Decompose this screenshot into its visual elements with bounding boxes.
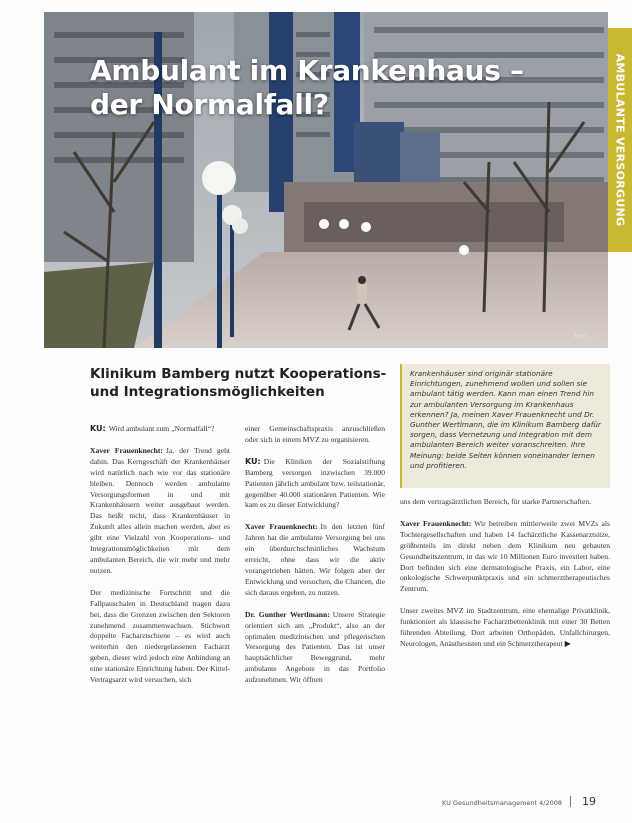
- intro-box: [400, 364, 610, 488]
- question-paragraph: [90, 424, 230, 435]
- text-column-2: [245, 424, 385, 784]
- continue-arrow-icon: ▶: [564, 638, 571, 648]
- article-subheading: [90, 365, 390, 401]
- footer-divider: [570, 796, 571, 807]
- subhead-line-2: und Integrationsmöglichkeiten: [90, 384, 325, 400]
- body-paragraph: Der medizinische Fortschritt und die Fallpauschalen in Deutschland tragen dazu bei, dass die Grenzen zwischen den Sektoren zunehmend zusammenwachsen. Stichwort doppelte Facharztschiene – es wird auch weiterhin den niedergelassenen Facharzt geben, dieser wird jedoch eine Anbindung an eine stationäre Einrichtung haben. Der Kittel-Vertragsarzt wird versuchen, sich: [90, 587, 230, 685]
- text-column-1: [90, 424, 230, 784]
- answer-paragraph: [245, 522, 385, 598]
- photo-credit: Foto: ...: [573, 333, 596, 340]
- subhead-line-1: Klinikum Bamberg nutzt Kooperations-: [90, 366, 387, 382]
- question-text: Die Kliniken der Sozialstiftung Bamberg versorgen inzwischen 39.000 Patienten jährlich ambulant bzw. teilstationär, gegenüber 40.000 stationären Patienten. Wie kam es zu dieser Entwicklung?: [245, 456, 385, 510]
- question-text: Wird ambulant zum „Normalfall“?: [108, 424, 215, 433]
- interviewer-label: KU:: [90, 424, 106, 433]
- interviewer-label: KU:: [245, 456, 261, 466]
- answer-paragraph: [90, 446, 230, 577]
- title-line-2: der Normalfall?: [90, 88, 329, 121]
- speaker-name: Dr. Gunther Wertlmann:: [245, 609, 330, 619]
- answer-text: Ja, der Trend geht dahin. Das Kerngeschäft der Krankenhäuser wird natürlich nach wie vor das stationäre bleiben. Dennoch werden ambulante Versorgungsformen in und mit Krankenhäusern weiter ausgebaut werden. Das heißt nicht, dass Krankenhäuser in Zukunft alles allein machen werden, aber es gibt eine Vielzahl von Kooperations- und Integrationsmöglichkeiten mit dem ambulanten Bereich, die wir mehr und mehr nutzen.: [90, 445, 230, 575]
- answer-paragraph: [245, 610, 385, 686]
- answer-text: Unsere Strategie orientiert sich am „Produkt“, also an der optimalen medizinischen und pflegerischen Versorgung des Patienten. Das ist unser hauptsächlicher Beweggrund, mehr ambulante Angebote in das Portfolio aufzunehmen. Wir öffnen: [245, 609, 385, 685]
- body-paragraph: uns dem vertragsärztlichen Bereich, für starke Partnerschaften.: [400, 497, 592, 506]
- body-text: Unser zweites MVZ im Stadtzentrum, eine ehemalige Privatklinik, funktioniert als klassische Facharztbettenklinik mit einer 30 Betten führenden Abteilung. Dort arbeiten Orthopäden, Unfallchirurgen, Neurologen, Anästhesisten und ein Schmerztherapeut: [400, 606, 610, 648]
- publication-source: KU Gesundheitsmanagement 4/2008: [442, 799, 563, 807]
- answer-text: In den letzten fünf Jahren hat die ambulante Versorgung bei uns ein überdurchschnittliches Wachstum erreicht, ohne dass wir die aktiv vorangetrieben hätten. Wir folgen aber der Entwicklung und versuchen, die Chancen, die sich daraus ergeben, zu nutzen.: [245, 522, 385, 597]
- section-label: AMBULANTE VERSORGUNG: [613, 53, 627, 227]
- speaker-name: Xaver Frauenknecht:: [400, 518, 472, 528]
- article-title: [90, 54, 524, 122]
- answer-paragraph: [400, 519, 610, 595]
- intro-text: Krankenhäuser sind originär stationäre Einrichtungen, zunehmend wollen und sollen sie ambulant tätig werden. Kann man einen Trend hin zur ambulanten Versorgung im Krankenhaus erkennen? Ja, meinen Xaver Frauenknecht und Dr. Gunther Wertlmann, die im Klinikum Bamberg dafür sorgen, dass Vernetzung und Integration mit dem ambulanten Bereich weiter voranschreiten. Ihre Meinung: beide Seiten können voneinander lernen und profitieren.: [410, 369, 601, 470]
- speaker-name: Xaver Frauenknecht:: [245, 522, 318, 532]
- body-paragraph: [400, 606, 610, 650]
- answer-text: Wir betreiben mittlerweile zwei MVZs als Tochtergesellschaften und haben 14 fachärztliche Kassenarztsitze, größtenteils im direkt neben dem Klinikum neu gebauten Gesundheitszentrum, in das wir 10 Millionen Euro investiert haben. Dort befinden sich eine dermatologische Praxis, ein Labor, eine onkologische Schwerpunktpraxis und ein schmerztherapeutisches Zentrum.: [400, 518, 610, 594]
- text-column-3: [400, 497, 610, 785]
- question-paragraph: [245, 457, 385, 512]
- header-photo: [44, 12, 608, 348]
- body-paragraph: einer Gemeinschaftspraxis anzuschließen oder sich in einem MVZ zu organisieren.: [245, 424, 385, 444]
- page-number: 19: [582, 795, 596, 808]
- title-line-1: Ambulant im Krankenhaus –: [90, 54, 524, 87]
- speaker-name: Xaver Frauenknecht:: [90, 445, 163, 455]
- section-side-tab: [608, 28, 632, 252]
